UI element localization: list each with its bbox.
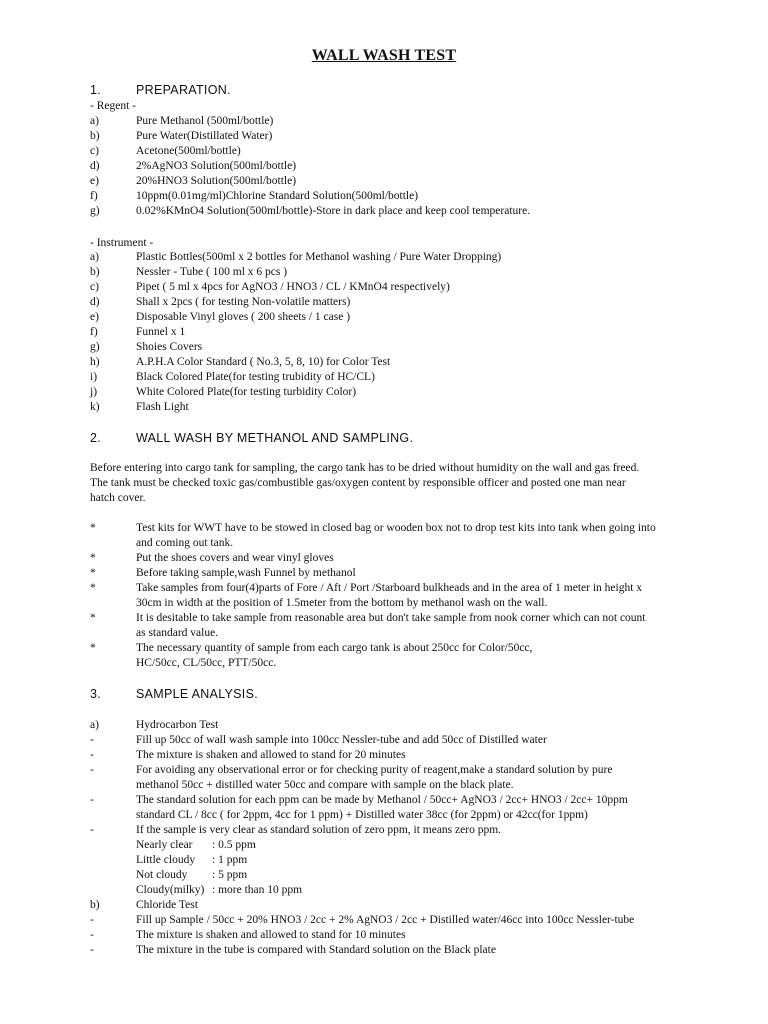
section-3-heading bbox=[90, 687, 258, 702]
list-item: g) 0.02%KMnO4 Solution(500ml/bottle)-Store in dark place and keep cool temperature. bbox=[90, 205, 531, 217]
list-item-continuation: standard CL / 8cc ( for 2ppm, 4cc for 1 ppm) + Distilled water 38cc (for 2ppm) or 42cc(for 1ppm) bbox=[136, 809, 588, 821]
list-item: g) Shoies Covers bbox=[90, 341, 203, 353]
list-item: * Put the shoes covers and wear vinyl gloves bbox=[90, 552, 334, 564]
list-item: b) Pure Water(Distillated Water) bbox=[90, 130, 273, 142]
list-item: c) Acetone(500ml/bottle) bbox=[90, 145, 241, 157]
list-item: - The standard solution for each ppm can be made by Methanol / 50cc+ AgNO3 / 2cc+ HNO3 / 2cc+ 10ppm bbox=[90, 794, 628, 806]
list-item: * It is desitable to take sample from reasonable area but don't take sample from nook corner which can not count bbox=[90, 612, 646, 624]
list-item: d) Shall x 2pcs ( for testing Non-volatile matters) bbox=[90, 296, 351, 308]
list-item: e) Disposable Vinyl gloves ( 200 sheets / 1 case ) bbox=[90, 311, 351, 323]
list-item: * Test kits for WWT have to be stowed in closed bag or wooden box not to drop test kits into tank when going into bbox=[90, 522, 656, 534]
document-title: WALL WASH TEST bbox=[311, 47, 457, 64]
list-item: k) Flash Light bbox=[90, 401, 189, 413]
list-item: e) 20%HNO3 Solution(500ml/bottle) bbox=[90, 175, 297, 187]
list-item: f) 10ppm(0.01mg/ml)Chlorine Standard Solution(500ml/bottle) bbox=[90, 190, 419, 202]
intro-paragraph: Before entering into cargo tank for sampling, the cargo tank has to be dried without humidity on the wall and gas freed. The tank must be checked toxic gas/combustible gas/oxygen content by responsible officer and posted one man near hatch cover. bbox=[90, 462, 640, 504]
instrument-list bbox=[90, 250, 710, 415]
section-1-number: 1. bbox=[90, 83, 102, 97]
list-item: - The mixture in the tube is compared with Standard solution on the Black plate bbox=[90, 944, 496, 956]
section-3-number: 3. bbox=[90, 687, 102, 701]
level-row: Nearly clear : 0.5 ppm bbox=[136, 839, 256, 851]
list-item: j) White Colored Plate(for testing turbidity Color) bbox=[90, 386, 357, 398]
list-item: b) Nessler - Tube ( 100 ml x 6 pcs ) bbox=[90, 266, 288, 278]
list-item-continuation: and coming out tank. bbox=[136, 537, 234, 549]
analysis-list bbox=[90, 718, 720, 958]
list-item: d) 2%AgNO3 Solution(500ml/bottle) bbox=[90, 160, 297, 172]
list-item: - Fill up Sample / 50cc + 20% HNO3 / 2cc + 2% AgNO3 / 2cc + Distilled water/46cc into 100cc Nessler-tube bbox=[90, 914, 635, 926]
reagent-subheading: - Regent - bbox=[90, 100, 136, 112]
list-item: - The mixture is shaken and allowed to stand for 20 minutes bbox=[90, 749, 406, 761]
list-item: a) Hydrocarbon Test bbox=[90, 719, 219, 731]
level-row: Not cloudy : 5 ppm bbox=[136, 869, 248, 881]
list-item: - If the sample is very clear as standard solution of zero ppm, it means zero ppm. bbox=[90, 824, 502, 836]
reagent-list bbox=[90, 114, 710, 219]
list-item-continuation: HC/50cc, CL/50cc, PTT/50cc. bbox=[136, 657, 277, 669]
bullet-list bbox=[90, 521, 720, 671]
list-item: * Before taking sample,wash Funnel by methanol bbox=[90, 567, 356, 579]
section-2-title: WALL WASH BY METHANOL AND SAMPLING. bbox=[136, 431, 414, 445]
list-item-continuation: 30cm in width at the position of 1.5meter from the bottom by methanol wash on the wall. bbox=[136, 597, 548, 609]
list-item: - For avoiding any observational error or for checking purity of reagent,make a standard solution by pure bbox=[90, 764, 613, 776]
list-item: - The mixture is shaken and allowed to stand for 10 minutes bbox=[90, 929, 406, 941]
instrument-subheading: - Instrument - bbox=[90, 237, 154, 249]
list-item: f) Funnel x 1 bbox=[90, 326, 186, 338]
section-1-heading bbox=[90, 83, 231, 98]
list-item: i) Black Colored Plate(for testing trubidity of HC/CL) bbox=[90, 371, 375, 383]
section-2-heading bbox=[90, 431, 414, 446]
list-item-continuation: methanol 50cc + distilled water 50cc and compare with sample on the black plate. bbox=[136, 779, 514, 791]
section-2-number: 2. bbox=[90, 431, 102, 445]
list-item: h) A.P.H.A Color Standard ( No.3, 5, 8, 10) for Color Test bbox=[90, 356, 391, 368]
list-item: b) Chloride Test bbox=[90, 899, 198, 911]
list-item-continuation: as standard value. bbox=[136, 627, 219, 639]
list-item: * Take samples from four(4)parts of Fore / Aft / Port /Starboard bulkheads and in the area of 1 meter in height x bbox=[90, 582, 643, 594]
level-row: Cloudy(milky) : more than 10 ppm bbox=[136, 884, 303, 896]
list-item: * The necessary quantity of sample from each cargo tank is about 250cc for Color/50cc, bbox=[90, 642, 533, 654]
list-item: a) Pure Methanol (500ml/bottle) bbox=[90, 115, 274, 127]
level-row: Little cloudy : 1 ppm bbox=[136, 854, 248, 866]
section-1-title: PREPARATION. bbox=[136, 83, 231, 97]
list-item: c) Pipet ( 5 ml x 4pcs for AgNO3 / HNO3 / CL / KMnO4 respectively) bbox=[90, 281, 450, 293]
section-3-title: SAMPLE ANALYSIS. bbox=[136, 687, 258, 701]
list-item: a) Plastic Bottles(500ml x 2 bottles for Methanol washing / Pure Water Dropping) bbox=[90, 251, 502, 263]
list-item: - Fill up 50cc of wall wash sample into 100cc Nessler-tube and add 50cc of Distilled water bbox=[90, 734, 547, 746]
